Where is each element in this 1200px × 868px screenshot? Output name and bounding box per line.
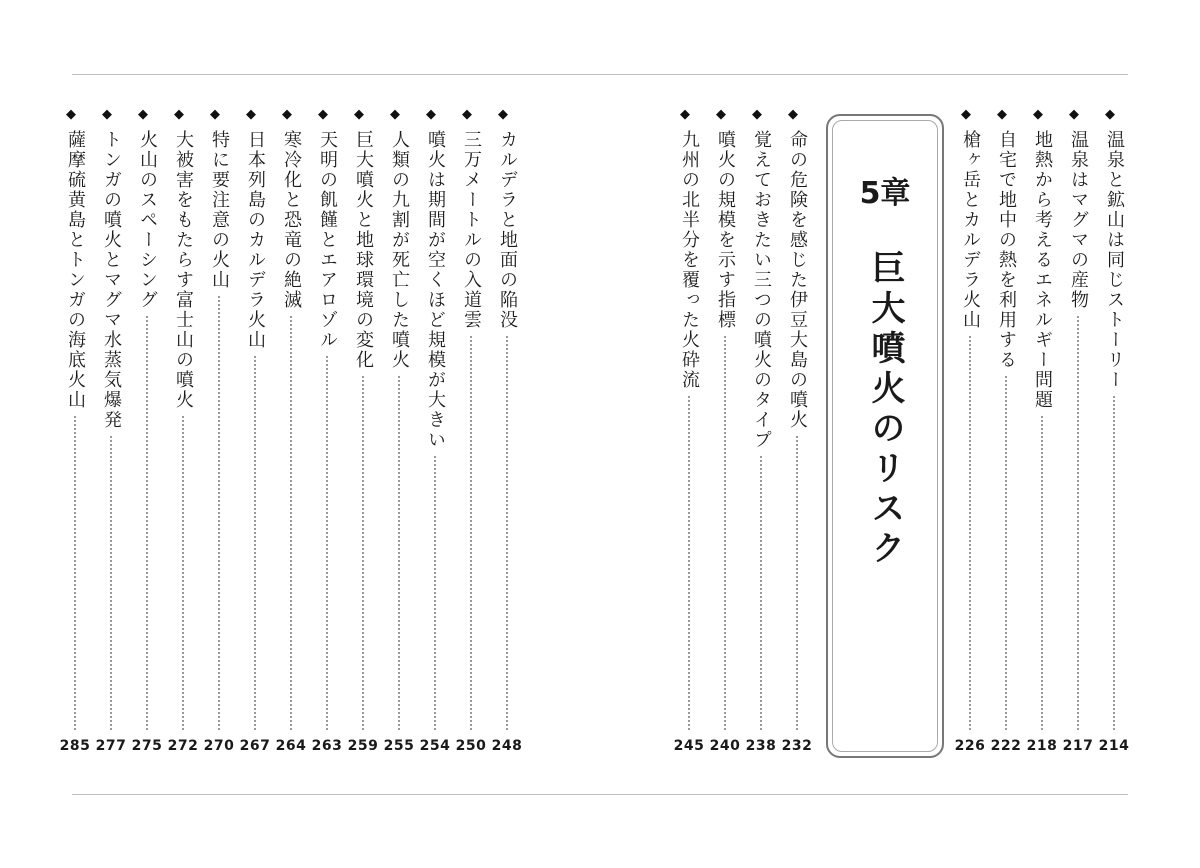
diamond-bullet-icon: ◆ <box>66 107 76 122</box>
toc-entry[interactable] <box>990 107 1022 764</box>
diamond-bullet-icon: ◆ <box>498 107 508 122</box>
toc-entry-title: 自宅で地中の熱を利用する <box>996 130 1017 370</box>
dot-leader <box>1077 316 1079 730</box>
toc-entry[interactable] <box>954 107 986 764</box>
toc-entry[interactable] <box>491 107 523 764</box>
diamond-bullet-icon: ◆ <box>462 107 472 122</box>
diamond-bullet-icon: ◆ <box>1033 107 1043 122</box>
dot-leader <box>470 336 472 730</box>
toc-entry[interactable] <box>95 107 127 764</box>
toc-page-number: 275 <box>131 738 163 754</box>
dot-leader <box>796 436 798 730</box>
toc-entry-title: 覚えておきたい三つの噴火のタイプ <box>751 130 772 450</box>
toc-entry-title: 火山のスペーシング <box>137 130 158 310</box>
toc-entry-title: 巨大噴火と地球環境の変化 <box>353 130 374 370</box>
toc-entry[interactable] <box>275 107 307 764</box>
toc-page-number: 259 <box>347 738 379 754</box>
dot-leader <box>398 376 400 730</box>
toc-page-number: 245 <box>673 738 705 754</box>
diamond-bullet-icon: ◆ <box>1069 107 1079 122</box>
toc-entry[interactable] <box>419 107 451 764</box>
dot-leader <box>182 416 184 730</box>
toc-entry[interactable] <box>1098 107 1130 764</box>
dot-leader <box>506 336 508 730</box>
toc-entry[interactable] <box>1062 107 1094 764</box>
toc-entry-title: 天明の飢饉とエアロゾル <box>317 130 338 350</box>
toc-page-number: 232 <box>781 738 813 754</box>
toc-entry-title: 寒冷化と恐竜の絶滅 <box>281 130 302 310</box>
dot-leader <box>760 456 762 730</box>
bottom-rule <box>72 794 1128 795</box>
dot-leader <box>1113 396 1115 730</box>
dot-leader <box>434 456 436 730</box>
toc-entry[interactable] <box>1026 107 1058 764</box>
toc-page-number: 277 <box>95 738 127 754</box>
toc-entry-title: 日本列島のカルデラ火山 <box>245 130 266 350</box>
toc-page-number: 250 <box>455 738 487 754</box>
toc-page-number: 248 <box>491 738 523 754</box>
toc-page-number: 214 <box>1098 738 1130 754</box>
toc-entry[interactable] <box>239 107 271 764</box>
dot-leader <box>969 336 971 730</box>
dot-leader <box>290 316 292 730</box>
toc-entry-title: 薩摩硫黄島とトンガの海底火山 <box>65 130 86 410</box>
diamond-bullet-icon: ◆ <box>426 107 436 122</box>
toc-entry[interactable] <box>745 107 777 764</box>
toc-entry[interactable] <box>167 107 199 764</box>
toc-page-number: 263 <box>311 738 343 754</box>
diamond-bullet-icon: ◆ <box>318 107 328 122</box>
toc-page-number: 270 <box>203 738 235 754</box>
dot-leader <box>724 336 726 730</box>
toc-page-number: 238 <box>745 738 777 754</box>
toc-page-number: 272 <box>167 738 199 754</box>
toc-page-number: 264 <box>275 738 307 754</box>
toc-entry-title: トンガの噴火とマグマ水蒸気爆発 <box>101 130 122 430</box>
toc-page-number: 267 <box>239 738 271 754</box>
dot-leader <box>218 296 220 730</box>
dot-leader <box>74 416 76 730</box>
toc-entry-title: 大被害をもたらす富士山の噴火 <box>173 130 194 410</box>
diamond-bullet-icon: ◆ <box>354 107 364 122</box>
toc-entry-title: 九州の北半分を覆った火砕流 <box>679 130 700 390</box>
toc-entry-title: 地熱から考えるエネルギー問題 <box>1032 130 1053 410</box>
dot-leader <box>688 396 690 730</box>
chapter-number: 5章 <box>859 176 911 211</box>
diamond-bullet-icon: ◆ <box>716 107 726 122</box>
toc-entry[interactable] <box>781 107 813 764</box>
toc-page-number: 254 <box>419 738 451 754</box>
dot-leader <box>254 356 256 730</box>
diamond-bullet-icon: ◆ <box>788 107 798 122</box>
dot-leader <box>1005 376 1007 730</box>
diamond-bullet-icon: ◆ <box>997 107 1007 122</box>
toc-entry[interactable] <box>455 107 487 764</box>
dot-leader <box>326 356 328 730</box>
toc-entry[interactable] <box>131 107 163 764</box>
diamond-bullet-icon: ◆ <box>102 107 112 122</box>
toc-entry-title: カルデラと地面の陥没 <box>497 130 518 330</box>
toc-entry-title: 三万メートルの入道雲 <box>461 130 482 330</box>
toc-entry-title: 槍ヶ岳とカルデラ火山 <box>960 130 981 330</box>
diamond-bullet-icon: ◆ <box>138 107 148 122</box>
diamond-bullet-icon: ◆ <box>174 107 184 122</box>
dot-leader <box>1041 416 1043 730</box>
toc-page-number: 222 <box>990 738 1022 754</box>
dot-leader <box>362 376 364 730</box>
diamond-bullet-icon: ◆ <box>1105 107 1115 122</box>
toc-entry-title: 特に要注意の火山 <box>209 130 230 290</box>
chapter-title: 巨大噴火のリスク <box>865 250 905 570</box>
top-rule <box>72 74 1128 75</box>
toc-entry-title: 温泉はマグマの産物 <box>1068 130 1089 310</box>
toc-entry-title: 命の危険を感じた伊豆大島の噴火 <box>787 130 808 430</box>
dot-leader <box>110 436 112 730</box>
dot-leader <box>146 316 148 730</box>
diamond-bullet-icon: ◆ <box>282 107 292 122</box>
toc-entry[interactable] <box>59 107 91 764</box>
diamond-bullet-icon: ◆ <box>680 107 690 122</box>
diamond-bullet-icon: ◆ <box>752 107 762 122</box>
toc-page-number: 255 <box>383 738 415 754</box>
toc-entry-title: 温泉と鉱山は同じストーリー <box>1104 130 1125 390</box>
toc-page-number: 285 <box>59 738 91 754</box>
toc-page-number: 226 <box>954 738 986 754</box>
toc-entry[interactable] <box>311 107 343 764</box>
toc-entry[interactable] <box>347 107 379 764</box>
diamond-bullet-icon: ◆ <box>246 107 256 122</box>
diamond-bullet-icon: ◆ <box>961 107 971 122</box>
toc-entry-title: 噴火の規模を示す指標 <box>715 130 736 330</box>
toc-entry[interactable] <box>673 107 705 764</box>
toc-entry[interactable] <box>709 107 741 764</box>
toc-page-number: 218 <box>1026 738 1058 754</box>
toc-entry[interactable] <box>203 107 235 764</box>
diamond-bullet-icon: ◆ <box>210 107 220 122</box>
toc-entry[interactable] <box>383 107 415 764</box>
toc-page-number: 217 <box>1062 738 1094 754</box>
toc-entry-title: 人類の九割が死亡した噴火 <box>389 130 410 370</box>
diamond-bullet-icon: ◆ <box>390 107 400 122</box>
toc-page-number: 240 <box>709 738 741 754</box>
toc-entry-title: 噴火は期間が空くほど規模が大きい <box>425 130 446 450</box>
